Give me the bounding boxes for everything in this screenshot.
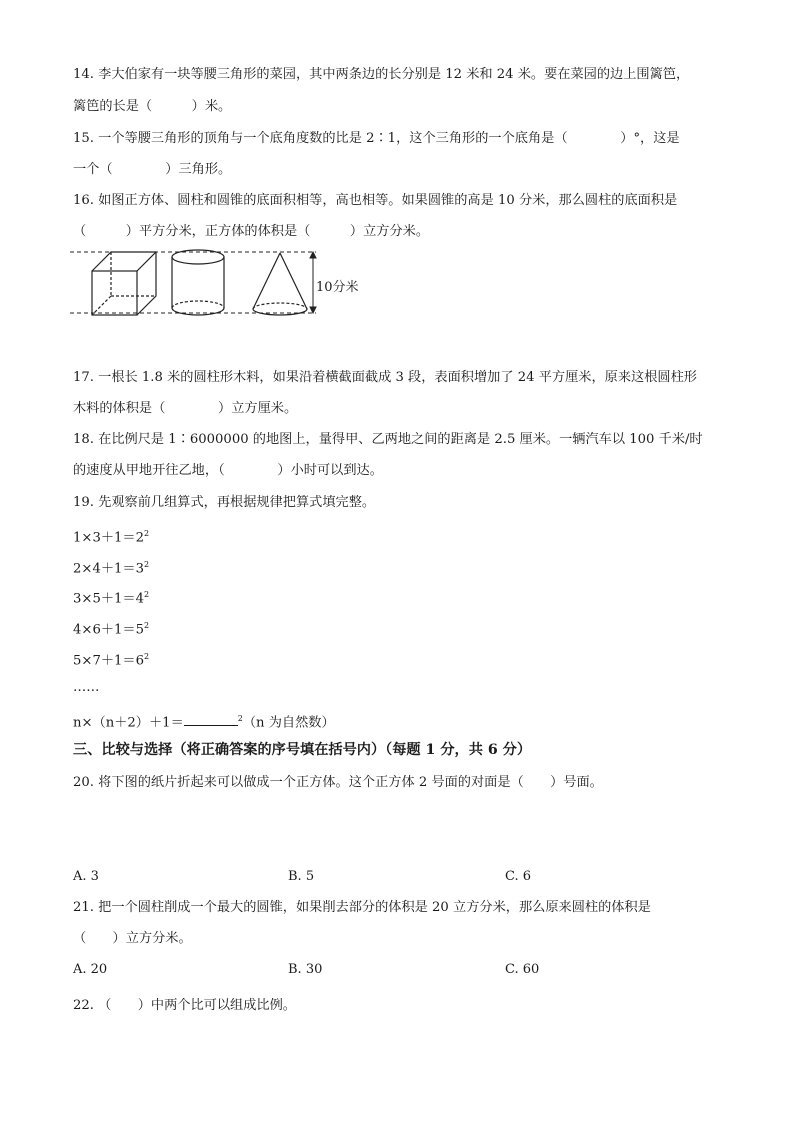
q15-line1: 15. 一个等腰三角形的顶角与一个底角度数的比是 2∶1，这个三角形的一个底角是（ ）°，这是 xyxy=(73,131,680,146)
cone-shape xyxy=(253,253,307,315)
section-heading: 三、比较与选择（将正确答案的序号填在括号内）（每题 1 分，共 6 分） xyxy=(73,742,532,758)
q20-option-c[interactable]: C. 6 xyxy=(505,869,532,884)
q19-eq-1: $1\times 3+1=2^2$ xyxy=(73,529,150,546)
q17-line2: 木料的体积是（ ）立方厘米。 xyxy=(73,401,298,416)
q19-ellipsis: …… xyxy=(73,680,100,695)
q20-option-b[interactable]: B. 5 xyxy=(288,869,315,884)
q19-intro: 19. 先观察前几组算式，再根据规律把算式填完整。 xyxy=(73,495,376,510)
height-label: 10分米 xyxy=(316,280,359,295)
cube-shape xyxy=(92,252,156,315)
q19-eq-3: $3\times 5+1=4^2$ xyxy=(73,590,150,607)
q22-line1: 22. （ ）中两个比可以组成比例。 xyxy=(73,998,296,1013)
q14-line1: 14. 李大伯家有一块等腰三角形的菜园，其中两条边的长分别是 12 米和 24 米。要在菜园的边上围篱笆， xyxy=(73,67,690,82)
q15-line2: 一个（ ）三角形。 xyxy=(73,162,232,177)
q17-line1: 17. 一根长 1.8 米的圆柱形木料，如果沿着横截面截成 3 段，表面积增加了 24 平方厘米，原来这根圆柱形 xyxy=(73,370,697,385)
q19-eq-2: $2\times 4+1=3^2$ xyxy=(73,560,150,577)
q16-line2: （ ）平方分米，正方体的体积是（ ）立方分米。 xyxy=(73,224,430,239)
q16-line1: 16. 如图正方体、圆柱和圆锥的底面积相等，高也相等。如果圆锥的高是 10 分米，那么圆柱的底面积是 xyxy=(73,193,678,208)
q21-line1: 21. 把一个圆柱削成一个最大的圆锥，如果削去部分的体积是 20 立方分米，那么原来圆柱的体积是 xyxy=(73,900,651,915)
q14-line2: 篱笆的长是（ ）米。 xyxy=(73,99,232,114)
q18-line2: 的速度从甲地开往乙地，（ ）小时可以到达。 xyxy=(73,463,383,478)
q21-option-a[interactable]: A. 20 xyxy=(73,962,108,977)
q19-eq-5: $5\times 7+1=6^2$ xyxy=(73,652,150,669)
q21-line2: （ ）立方分米。 xyxy=(73,931,192,946)
q19-final-eq: n×（n＋2）＋1＝ $^2$（n 为自然数） xyxy=(73,714,335,731)
answer-blank[interactable] xyxy=(184,713,238,726)
q21-option-b[interactable]: B. 30 xyxy=(288,962,323,977)
cylinder-shape xyxy=(172,250,224,315)
solids-figure xyxy=(60,245,380,330)
q20-option-a[interactable]: A. 3 xyxy=(73,869,99,884)
q20-line1: 20. 将下图的纸片折起来可以做成一个正方体。这个正方体 2 号面的对面是（ ）号面。 xyxy=(73,775,603,790)
q21-option-c[interactable]: C. 60 xyxy=(505,962,540,977)
q18-line1: 18. 在比例尺是 1∶6000000 的地图上，量得甲、乙两地之间的距离是 2.5 厘米。一辆汽车以 100 千米/时 xyxy=(73,432,703,447)
q19-eq-4: $4\times 6+1=5^2$ xyxy=(73,621,150,638)
